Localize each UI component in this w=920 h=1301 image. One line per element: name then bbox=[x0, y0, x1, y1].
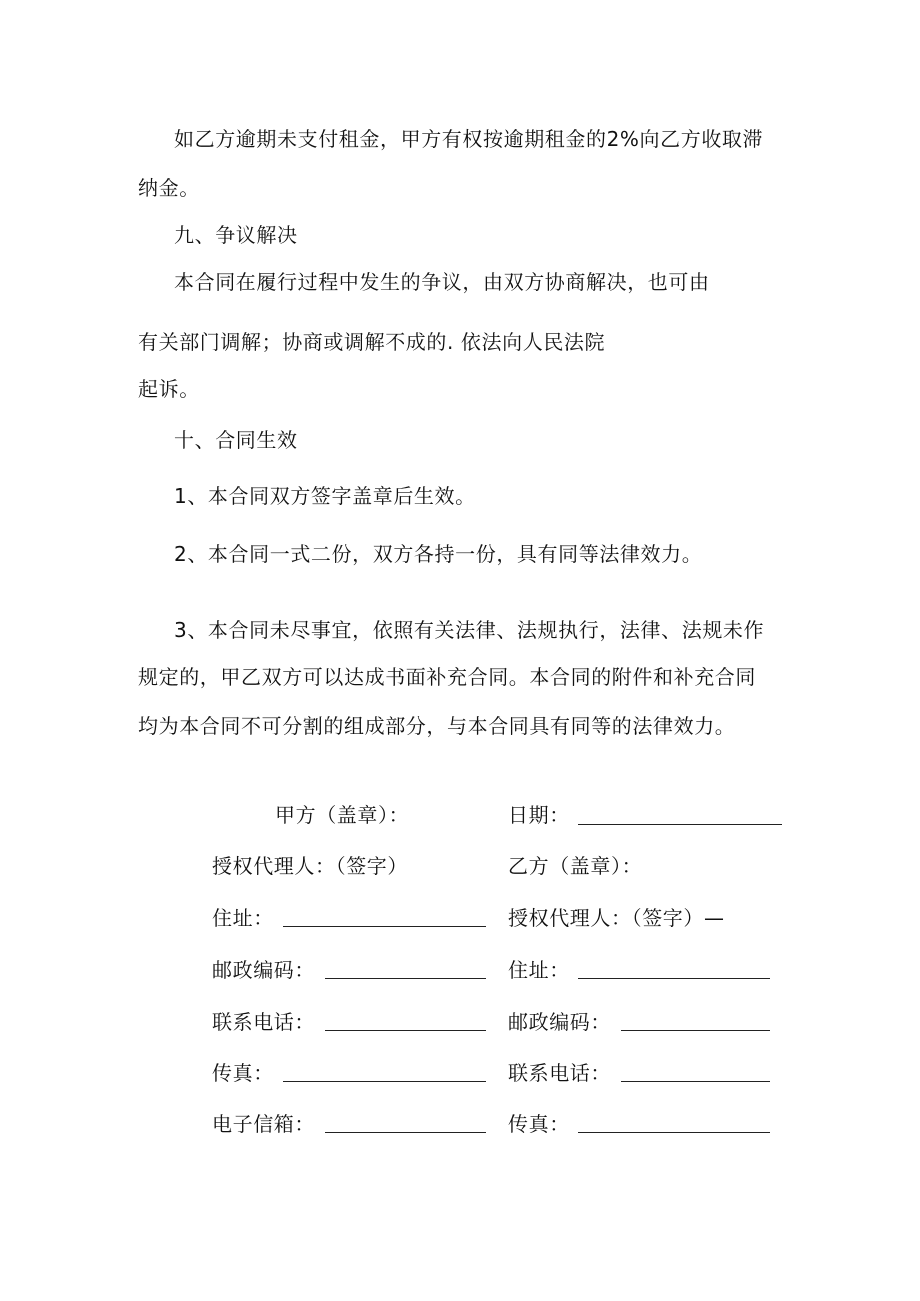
party-b-phone-label: 联系电话： bbox=[508, 1061, 611, 1085]
party-a-agent-label: 授权代理人：（签字） bbox=[212, 854, 408, 878]
party-b-address-label: 住址： bbox=[508, 958, 570, 982]
clause-3-line2: 规定的，甲乙双方可以达成书面补充合同。本合同的附件和补充合同 bbox=[138, 665, 756, 689]
date-label: 日期： bbox=[508, 803, 570, 827]
party-a-email-label: 电子信箱： bbox=[212, 1112, 315, 1136]
party-a-email-field[interactable] bbox=[325, 1132, 486, 1133]
paragraph-dispute-line2: 有关部门调解；协商或调解不成的. 依法向人民法院 bbox=[138, 330, 606, 354]
party-b-agent-label: 授权代理人：（签字）— bbox=[508, 906, 725, 930]
party-a-fax-label: 传真： bbox=[212, 1061, 274, 1085]
party-b-fax-label: 传真： bbox=[508, 1112, 570, 1136]
party-a-fax-field[interactable] bbox=[283, 1081, 486, 1082]
party-a-postcode-field[interactable] bbox=[325, 978, 486, 979]
date-field[interactable] bbox=[578, 824, 782, 825]
clause-3-line3: 均为本合同不可分割的组成部分，与本合同具有同等的法律效力。 bbox=[138, 714, 736, 738]
party-b-phone-field[interactable] bbox=[621, 1081, 770, 1082]
paragraph-dispute-line1: 本合同在履行过程中发生的争议，由双方协商解决，也可由 bbox=[174, 270, 710, 294]
party-a-phone-field[interactable] bbox=[325, 1030, 486, 1031]
paragraph-late-payment-line2: 纳金。 bbox=[138, 176, 200, 200]
party-a-phone-label: 联系电话： bbox=[212, 1010, 315, 1034]
party-b-fax-field[interactable] bbox=[578, 1132, 770, 1133]
clause-2: 2、本合同一式二份，双方各持一份，具有同等法律效力。 bbox=[174, 542, 703, 566]
party-b-seal-label: 乙方（盖章）： bbox=[508, 854, 643, 878]
party-b-address-field[interactable] bbox=[578, 978, 770, 979]
party-b-postcode-field[interactable] bbox=[621, 1030, 770, 1031]
clause-3-line1: 3、本合同未尽事宜，依照有关法律、法规执行，法律、法规未作 bbox=[174, 618, 765, 642]
party-a-seal-label: 甲方（盖章）： bbox=[275, 803, 410, 827]
section-heading-dispute: 九、争议解决 bbox=[174, 223, 298, 247]
party-a-address-label: 住址： bbox=[212, 906, 274, 930]
paragraph-dispute-line3: 起诉。 bbox=[138, 377, 200, 401]
party-a-postcode-label: 邮政编码： bbox=[212, 958, 315, 982]
party-a-address-field[interactable] bbox=[283, 926, 486, 927]
paragraph-late-payment-line1: 如乙方逾期未支付租金，甲方有权按逾期租金的2%向乙方收取滞 bbox=[174, 127, 764, 151]
clause-1: 1、本合同双方签字盖章后生效。 bbox=[174, 484, 476, 508]
party-b-postcode-label: 邮政编码： bbox=[508, 1010, 611, 1034]
section-heading-effect: 十、合同生效 bbox=[174, 428, 298, 452]
